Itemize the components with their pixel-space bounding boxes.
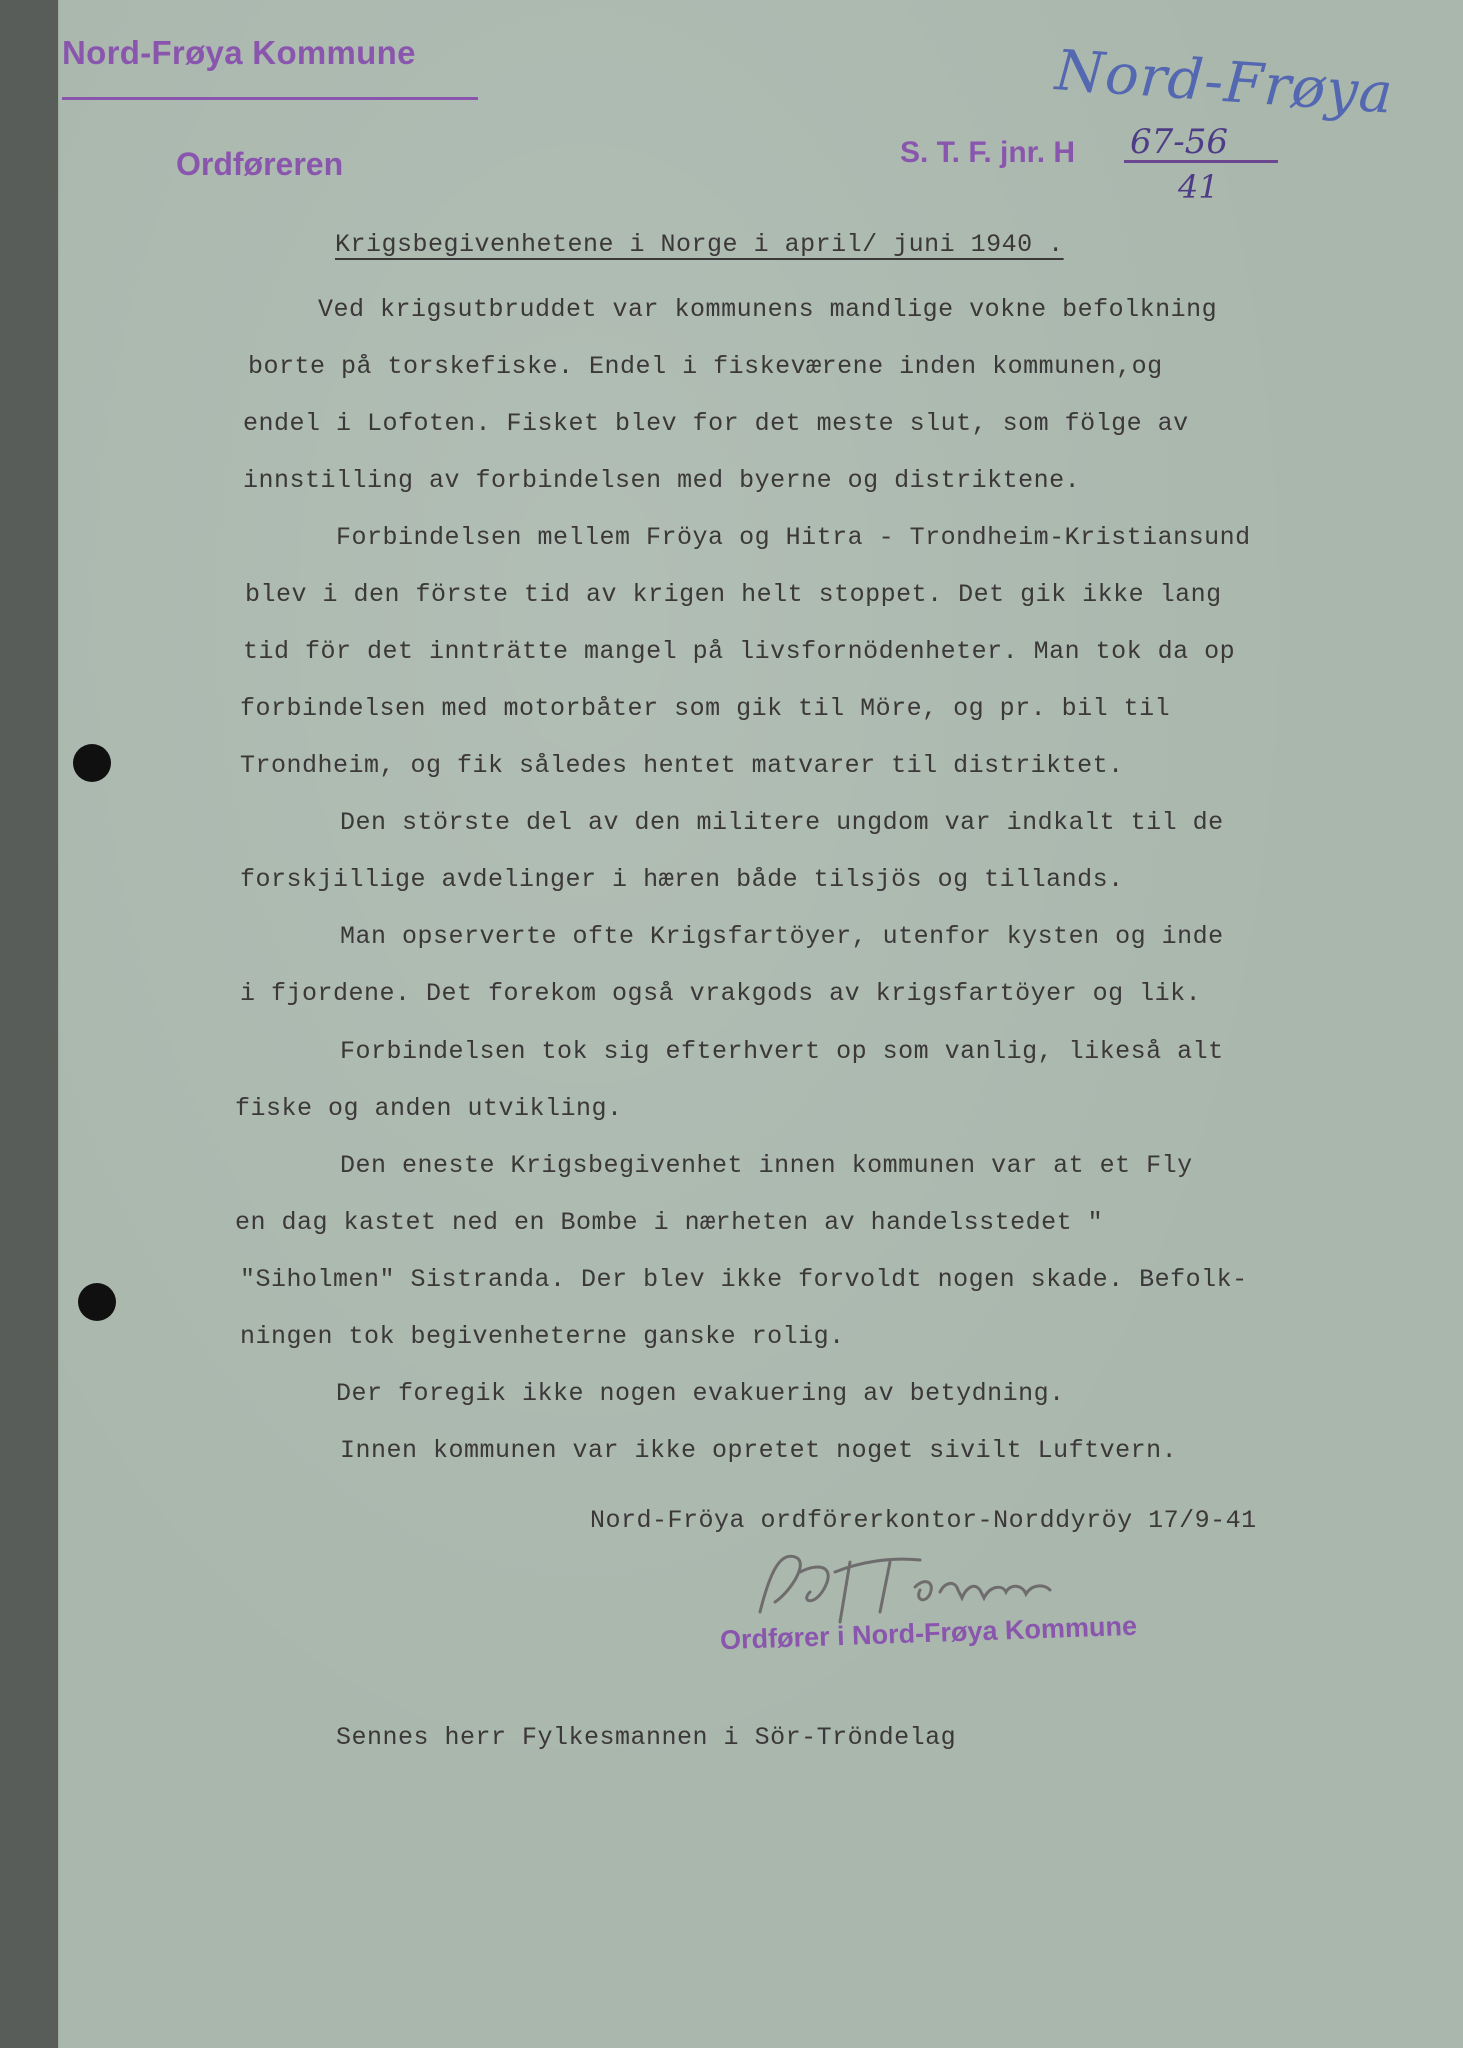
place-and-date: Nord-Fröya ordförerkontor-Norddyröy 17/9-41 xyxy=(590,1506,1257,1535)
letter-line: Forbindelsen tok sig efterhvert op som vanlig, likeså alt xyxy=(340,1037,1224,1066)
handwritten-place-annotation: Nord-Frøya xyxy=(1053,38,1396,127)
letter-line: Den eneste Krigsbegivenhet innen kommunen var at et Fly xyxy=(340,1151,1193,1180)
signature-stamp: Ordfører i Nord-Frøya Kommune xyxy=(719,1610,1138,1656)
scan-background-edge xyxy=(0,0,58,2048)
letter-line: Den störste del av den militere ungdom var indkalt til de xyxy=(340,808,1224,837)
letter-line: borte på torskefiske. Endel i fiskeværene inden kommunen,og xyxy=(248,352,1163,381)
letterhead-municipality: Nord-Frøya Kommune xyxy=(62,34,416,71)
letter-line: Trondheim, og fik således hentet matvarer til distriktet. xyxy=(240,751,1124,780)
letter-line: ningen tok begivenheterne ganske rolig. xyxy=(240,1322,845,1351)
letter-line: i fjordene. Det forekom også vrakgods av krigsfartöyer og lik. xyxy=(240,979,1202,1008)
letter-line: Ved krigsutbruddet var kommunens mandlige vokne befolkning xyxy=(318,295,1218,324)
recipient-line: Sennes herr Fylkesmannen i Sör-Tröndelag xyxy=(336,1723,957,1752)
letter-line: fiske og anden utvikling. xyxy=(235,1094,623,1123)
letter-line: forbindelsen med motorbåter som gik til Möre, og pr. bil til xyxy=(240,694,1171,723)
letter-line: Forbindelsen mellem Fröya og Hitra - Trondheim-Kristiansund xyxy=(336,523,1251,552)
letter-line: Innen kommunen var ikke opretet noget sivilt Luftvern. xyxy=(340,1436,1178,1465)
letter-line: Man opserverte ofte Krigsfartöyer, utenfor kysten og inde xyxy=(340,922,1224,951)
letter-line: blev i den förste tid av krigen helt stoppet. Det gik ikke lang xyxy=(245,580,1222,609)
letter-line: "Siholmen" Sistranda. Der blev ikke forvoldt nogen skade. Befolk- xyxy=(240,1265,1248,1294)
letter-title: Krigsbegivenhetene i Norge i april/ juni 1940 . xyxy=(335,230,1064,259)
letter-line: forskjillige avdelinger i hæren både tilsjös og tillands. xyxy=(240,865,1124,894)
letter-line: en dag kastet ned en Bombe i nærheten av handelsstedet " xyxy=(235,1208,1104,1237)
punch-hole-upper xyxy=(73,744,111,782)
journal-handwritten-number: 67-56 xyxy=(1130,122,1229,162)
letter-line: tid för det innträtte mangel på livsfornödenheter. Man tok da op xyxy=(243,637,1236,666)
journal-stamp: S. T. F. jnr. H xyxy=(900,136,1076,169)
letterhead-office: Ordføreren xyxy=(176,146,344,182)
letterhead-divider xyxy=(62,97,478,100)
journal-handwritten-sub: 41 xyxy=(1178,168,1219,206)
letter-line: Der foregik ikke nogen evakuering av betydning. xyxy=(336,1379,1065,1408)
punch-hole-lower xyxy=(78,1283,116,1321)
letter-line: endel i Lofoten. Fisket blev for det meste slut, som fölge av xyxy=(243,409,1189,438)
letter-line: innstilling av forbindelsen med byerne og distriktene. xyxy=(243,466,1081,495)
